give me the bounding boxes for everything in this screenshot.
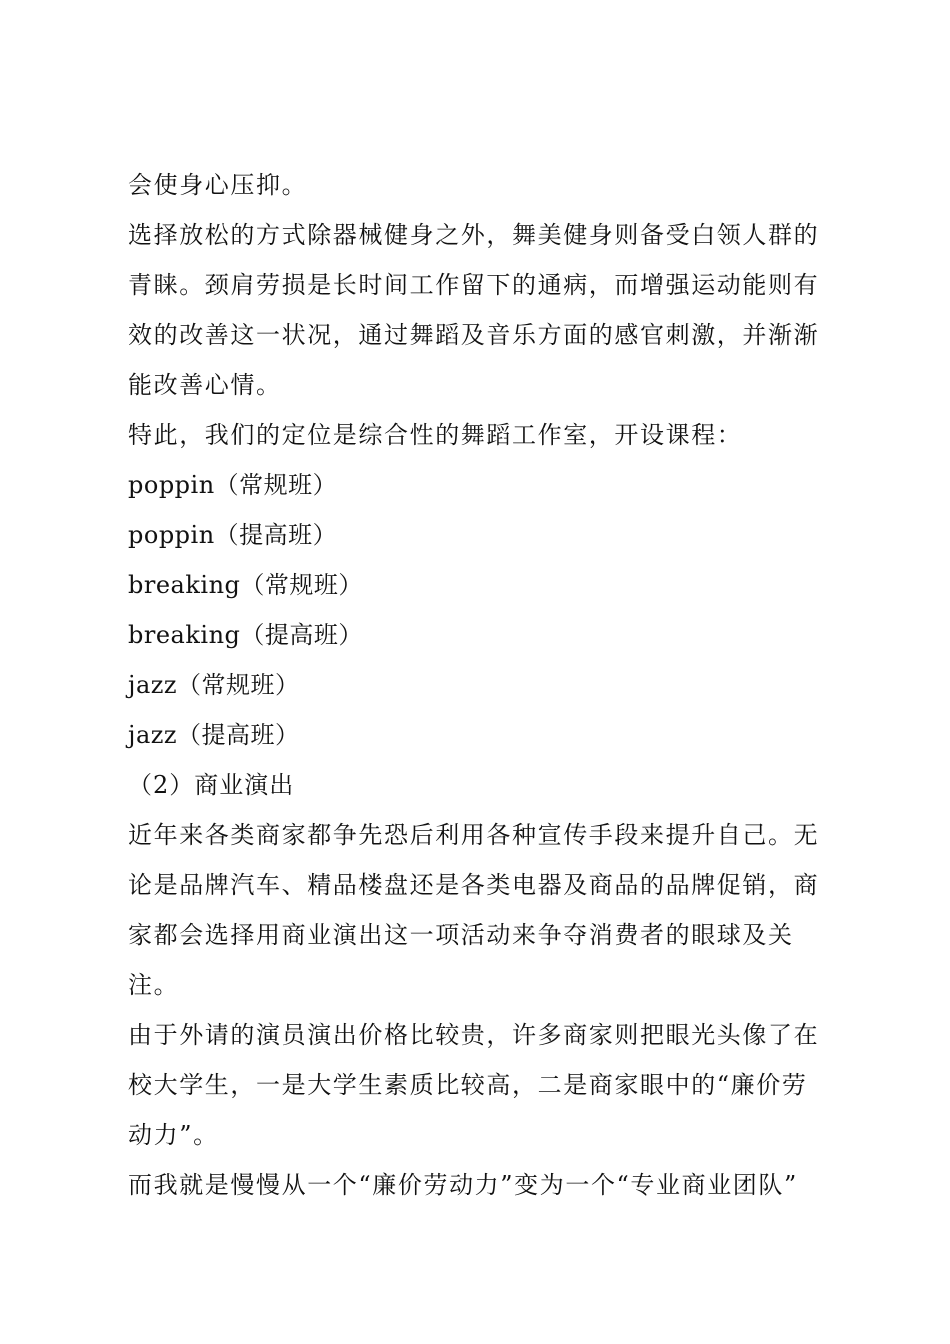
- course-item: poppin（提高班）: [128, 521, 338, 549]
- paragraph-section-2: 由于外请的演员演出价格比较贵，许多商家则把眼光头像了在校大学生，一是大学生素质比较高，二是商家眼中的“廉价劳动力”。: [128, 1021, 820, 1149]
- paragraph-intro-2: 选择放松的方式除器械健身之外，舞美健身则备受白领人群的青睐。颈肩劳损是长时间工作留下的通病，而增强运动能则有效的改善这一状况，通过舞蹈及音乐方面的感官刺激，并渐渐能改善心情。: [128, 221, 820, 399]
- paragraph-intro-3: 特此，我们的定位是综合性的舞蹈工作室，开设课程：: [128, 421, 743, 449]
- document-page: [128, 160, 833, 1210]
- paragraph-section-3: 而我就是慢慢从一个“廉价劳动力”变为一个“专业商业团队”: [128, 1171, 798, 1199]
- paragraph-intro-1: 会使身心压抑。: [128, 171, 308, 199]
- course-item: breaking（提高班）: [128, 621, 363, 649]
- course-list: [128, 460, 833, 760]
- section-heading: （2）商业演出: [128, 771, 295, 799]
- course-item: poppin（常规班）: [128, 471, 338, 499]
- paragraph-section-1: 近年来各类商家都争先恐后利用各种宣传手段来提升自己。无论是品牌汽车、精品楼盘还是各类电器及商品的品牌促销，商家都会选择用商业演出这一项活动来争夺消费者的眼球及关注。: [128, 821, 820, 999]
- course-item: jazz（常规班）: [128, 671, 300, 699]
- course-item: breaking（常规班）: [128, 571, 363, 599]
- course-item: jazz（提高班）: [128, 721, 300, 749]
